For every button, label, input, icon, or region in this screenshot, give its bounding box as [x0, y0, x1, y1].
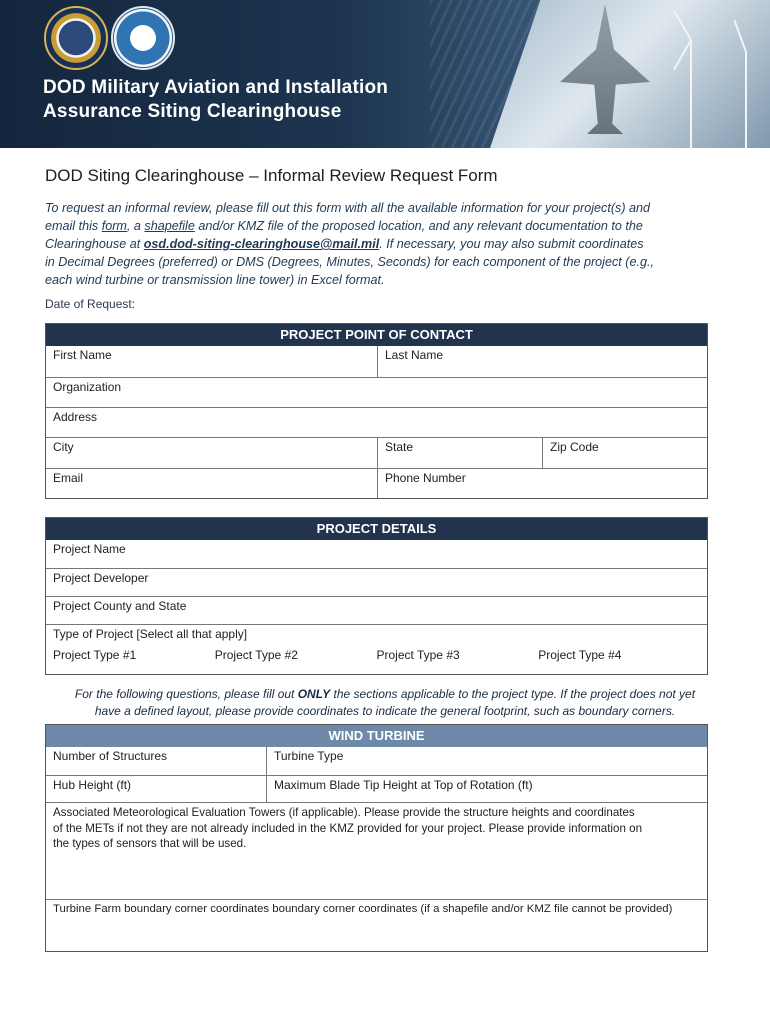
email-field[interactable]: Email: [53, 471, 84, 485]
table-row: [46, 747, 707, 775]
banner-title-line-1: DOD Military Aviation and Installation: [43, 77, 389, 98]
intro-line: [45, 235, 725, 253]
project-name-field[interactable]: Project Name: [53, 542, 126, 556]
table-row: [46, 899, 707, 951]
met-line: the types of sensors that will be used.: [53, 837, 247, 850]
instructions-note: [45, 686, 725, 720]
project-type-4-checkbox[interactable]: Project Type #4: [538, 648, 622, 662]
table-row: [46, 568, 707, 596]
hub-height-field[interactable]: Hub Height (ft): [53, 778, 132, 792]
intro-text-part: Clearinghouse at: [45, 237, 144, 251]
farm-boundary-coordinates-field[interactable]: Turbine Farm boundary corner coordinates boundary corner coordinates (if a shapefile and/or KMZ file cannot be provided): [53, 903, 673, 915]
note-line: have a defined layout, please provide coordinates to indicate the general footprint, such as boundary corners.: [94, 704, 676, 718]
intro-line: [45, 217, 725, 235]
wind-turbine-image: [745, 52, 747, 148]
project-details-header: PROJECT DETAILS: [46, 518, 707, 540]
table-row: [46, 468, 707, 498]
intro-line: To request an informal review, please fill out this form with all the available information for your project(s) and: [45, 201, 651, 215]
dod-seal-logo: [44, 6, 108, 70]
note-line: [45, 686, 725, 703]
intro-text-part: email this: [45, 219, 102, 233]
banner-title-line-2: Assurance Siting Clearinghouse: [43, 101, 342, 122]
project-county-state-field[interactable]: Project County and State: [53, 599, 187, 613]
intro-text: [45, 199, 725, 289]
project-type-1-checkbox[interactable]: Project Type #1: [53, 648, 137, 662]
contact-table: [45, 323, 708, 499]
table-row: [46, 407, 707, 437]
intro-text-part: . If necessary, you may also submit coordinates: [379, 237, 644, 251]
table-row: [46, 775, 707, 802]
note-emphasis: ONLY: [297, 687, 331, 701]
clearinghouse-seal-logo: [111, 6, 175, 70]
intro-line: each wind turbine or transmission line tower) in Excel format.: [45, 273, 385, 287]
first-name-field[interactable]: First Name: [53, 348, 112, 362]
intro-text-part: , a: [126, 219, 145, 233]
table-row: [46, 802, 707, 899]
number-of-structures-field[interactable]: Number of Structures: [53, 749, 168, 763]
project-developer-field[interactable]: Project Developer: [53, 571, 149, 585]
banner-title: [43, 76, 388, 124]
table-row: [46, 437, 707, 468]
note-text-part: For the following questions, please fill out: [74, 687, 298, 701]
project-type-options: [46, 648, 707, 662]
project-details-table: [45, 517, 708, 675]
note-text-part: the sections applicable to the project type. If the project does not yet: [330, 687, 696, 701]
contact-header: PROJECT POINT OF CONTACT: [46, 324, 707, 346]
project-type-2-checkbox[interactable]: Project Type #2: [214, 648, 298, 662]
table-row: [46, 377, 707, 407]
table-row: [46, 346, 707, 377]
table-row: [46, 596, 707, 624]
zip-code-field[interactable]: Zip Code: [542, 438, 707, 468]
wind-turbine-table: [45, 724, 708, 952]
wind-turbine-header: WIND TURBINE: [46, 725, 707, 747]
met-towers-field[interactable]: [46, 803, 707, 899]
email-link[interactable]: osd.dod-siting-clearinghouse@mail.mil: [143, 237, 380, 251]
shapefile-link[interactable]: shapefile: [144, 219, 195, 233]
address-field[interactable]: Address: [53, 410, 98, 424]
date-of-request-label[interactable]: Date of Request:: [45, 297, 136, 311]
project-type-label: Type of Project [Select all that apply]: [53, 627, 248, 641]
table-row: [46, 624, 707, 674]
form-title: DOD Siting Clearinghouse – Informal Review Request Form: [45, 166, 498, 185]
table-row: [46, 540, 707, 568]
state-field[interactable]: State: [377, 438, 542, 468]
last-name-field[interactable]: Last Name: [377, 346, 707, 377]
project-type-3-checkbox[interactable]: Project Type #3: [376, 648, 460, 662]
form-link[interactable]: form: [101, 219, 127, 233]
met-line: Associated Meteorological Evaluation Towers (if applicable). Please provide the structure heights and coordinates: [53, 806, 635, 819]
wind-turbine-image: [690, 40, 692, 148]
blade-tip-height-field[interactable]: Maximum Blade Tip Height at Top of Rotation (ft): [266, 776, 707, 802]
intro-line: in Decimal Degrees (preferred) or DMS (Degrees, Minutes, Seconds) for each component of the project (e.g.,: [45, 255, 654, 269]
met-line: of the METs if not they are not already included in the KMZ provided for your project. Please provide information on: [53, 821, 643, 835]
phone-number-field[interactable]: Phone Number: [377, 469, 707, 498]
organization-field[interactable]: Organization: [53, 380, 122, 394]
header-banner: [0, 0, 770, 148]
intro-text-part: and/or KMZ file of the proposed location, and any relevant documentation to the: [194, 219, 643, 233]
city-field[interactable]: City: [53, 440, 74, 454]
turbine-type-field[interactable]: Turbine Type: [266, 747, 707, 775]
